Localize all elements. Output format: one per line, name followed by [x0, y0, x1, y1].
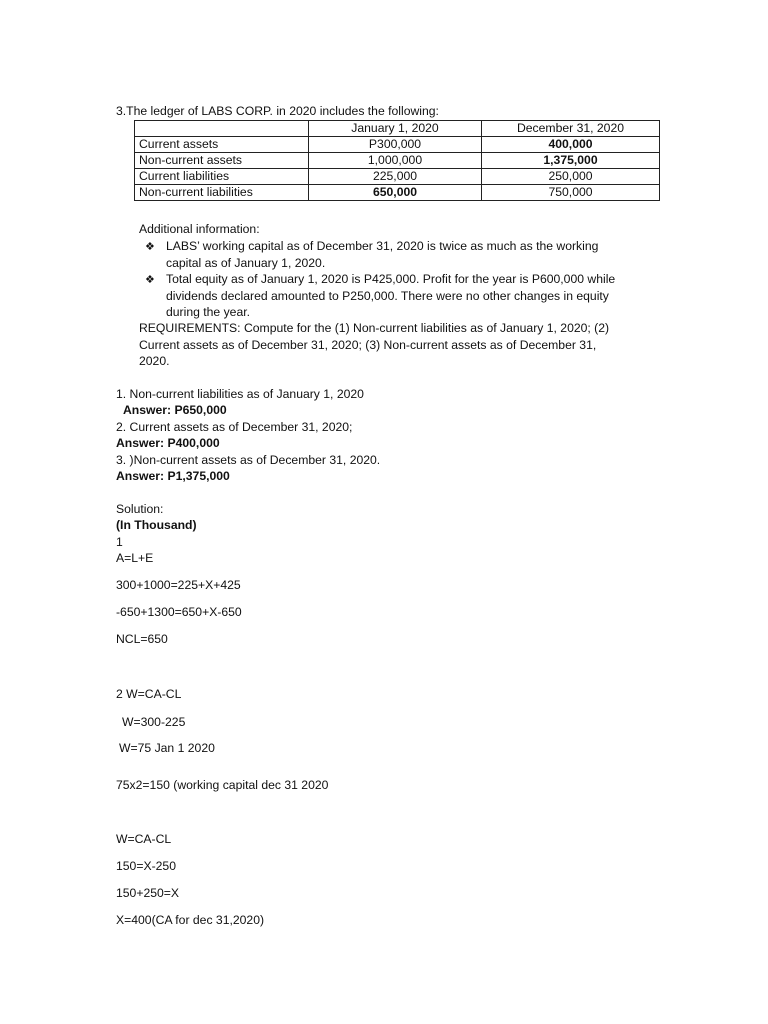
question-3: 3. )Non-current assets as of December 31, 2020. — [116, 453, 381, 467]
solution-line: NCL=650 — [116, 632, 168, 646]
bullet-2-line-1: Total equity as of January 1, 2020 is P425,000. Profit for the year is P600,000 while — [166, 272, 616, 286]
solution-line: W=300-225 — [122, 715, 186, 729]
diamond-bullet-icon: ❖ — [145, 274, 155, 286]
requirements-line-3: 2020. — [139, 354, 170, 368]
table-row — [135, 137, 660, 153]
solution-heading: Solution: — [116, 502, 164, 516]
row-label: Current liabilities — [135, 169, 309, 185]
row-label: Non-current liabilities — [135, 185, 309, 201]
dec-value: 250,000 — [482, 169, 660, 185]
solution-line: W=75 Jan 1 2020 — [119, 741, 215, 755]
dec-value: 400,000 — [482, 137, 660, 153]
bullet-2-line-2: dividends declared amounted to P250,000. There were no other changes in equity — [166, 289, 609, 303]
question-2: 2. Current assets as of December 31, 2020; — [116, 420, 353, 434]
row-label: Non-current assets — [135, 153, 309, 169]
dec-value: 750,000 — [482, 185, 660, 201]
solution-line: 2 W=CA-CL — [116, 687, 182, 701]
solution-line: X=400(CA for dec 31,2020) — [116, 913, 265, 927]
table-header-row — [135, 121, 660, 137]
table-row — [135, 153, 660, 169]
bullet-1-line-1: LABS’ working capital as of December 31, 2020 is twice as much as the working — [166, 239, 599, 253]
additional-info-heading: Additional information: — [139, 222, 260, 236]
solution-unit: (In Thousand) — [116, 518, 197, 532]
answer-1: Answer: P650,000 — [123, 403, 227, 417]
solution-step-number: 1 — [116, 535, 123, 549]
table-header-cell — [135, 121, 309, 137]
jan-value: 1,000,000 — [309, 153, 482, 169]
question-1: 1. Non-current liabilities as of January 1, 2020 — [116, 387, 364, 401]
table-header-cell: December 31, 2020 — [482, 121, 660, 137]
solution-line: W=CA-CL — [116, 832, 172, 846]
diamond-bullet-icon: ❖ — [145, 241, 155, 253]
requirements-line-1: REQUIREMENTS: Compute for the (1) Non-current liabilities as of January 1, 2020; (2) — [139, 321, 610, 335]
answer-2: Answer: P400,000 — [116, 436, 220, 450]
bullet-1-line-2: capital as of January 1, 2020. — [166, 256, 326, 270]
table-header-cell: January 1, 2020 — [309, 121, 482, 137]
jan-value: P300,000 — [309, 137, 482, 153]
row-label: Current assets — [135, 137, 309, 153]
jan-value: 225,000 — [309, 169, 482, 185]
solution-line: -650+1300=650+X-650 — [116, 605, 242, 619]
solution-line: 300+1000=225+X+425 — [116, 578, 241, 592]
requirements-line-2: Current assets as of December 31, 2020; (3) Non-current assets as of December 31, — [139, 338, 597, 352]
problem-title: 3.The ledger of LABS CORP. in 2020 includes the following: — [116, 104, 439, 118]
solution-line: 75x2=150 (working capital dec 31 2020 — [116, 778, 329, 792]
bullet-2-line-3: during the year. — [166, 305, 251, 319]
ledger-table — [134, 120, 660, 201]
table-row — [135, 169, 660, 185]
table-row — [135, 185, 660, 201]
solution-line: A=L+E — [116, 551, 154, 565]
jan-value: 650,000 — [309, 185, 482, 201]
answer-3: Answer: P1,375,000 — [116, 469, 230, 483]
dec-value: 1,375,000 — [482, 153, 660, 169]
solution-line: 150=X-250 — [116, 859, 176, 873]
solution-line: 150+250=X — [116, 886, 180, 900]
